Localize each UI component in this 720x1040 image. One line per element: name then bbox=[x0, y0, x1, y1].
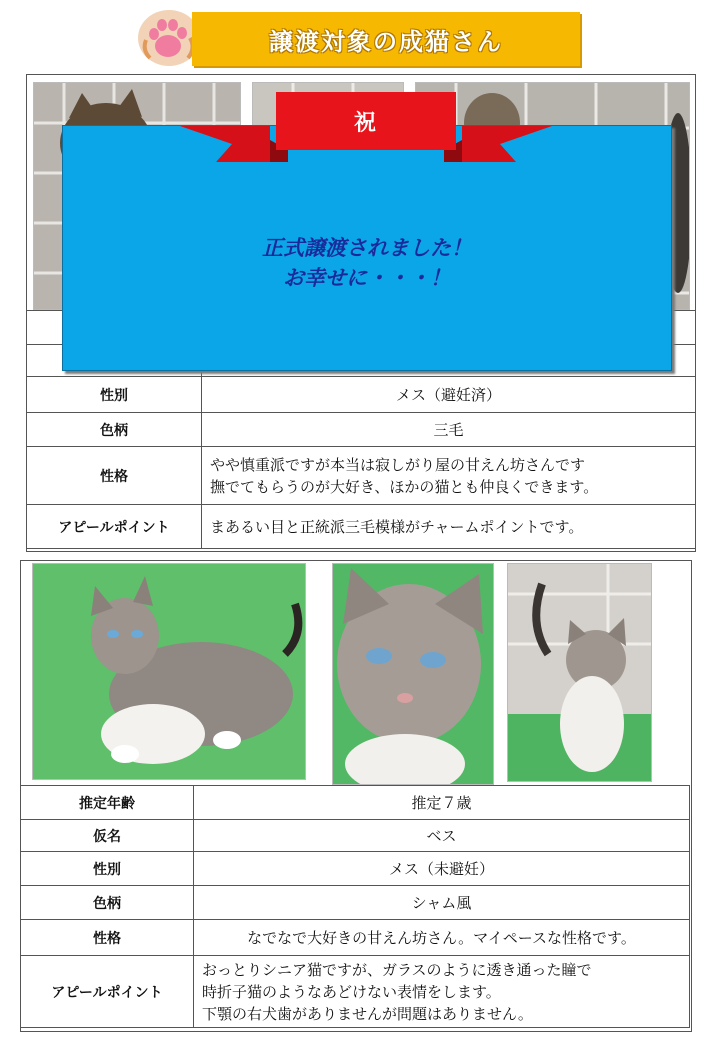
page-title: 譲渡対象の成猫さん bbox=[269, 27, 503, 56]
cat2-info-table bbox=[20, 785, 690, 1028]
cat2-label-color: 色柄 bbox=[21, 886, 194, 920]
cat2-label-appeal: アピールポイント bbox=[21, 956, 194, 1028]
paw-icon bbox=[138, 10, 200, 66]
cat1-value-personality: やや慎重派ですが本当は寂しがり屋の甘えん坊さんです 撫でてもらうのが大好き、ほかの猫とも仲良くできます。 bbox=[202, 447, 696, 505]
cat1-value-appeal: まあるい目と正統派三毛模様がチャームポイントです。 bbox=[202, 505, 696, 549]
cat2-label-name: 仮名 bbox=[21, 820, 194, 852]
adopted-message: 正式譲渡されました！ bbox=[262, 236, 472, 260]
cat1-value-color: 三毛 bbox=[202, 413, 696, 447]
cat1-label-sex: 性別 bbox=[27, 377, 202, 413]
congrats-message: お幸せに・・・！ bbox=[283, 266, 451, 290]
cat2-label-age: 推定年齢 bbox=[21, 786, 194, 820]
cat2-value-color: シャム風 bbox=[194, 886, 690, 920]
cat2-label-sex: 性別 bbox=[21, 852, 194, 886]
cat1-label-personality: 性格 bbox=[27, 447, 202, 505]
cat2-value-appeal: おっとりシニア猫ですが、ガラスのように透き通った瞳で 時折子猫のようなあどけない表情をします。 下顎の右犬歯がありませんが問題はありません。 bbox=[194, 956, 690, 1028]
cat2-label-personality: 性格 bbox=[21, 920, 194, 956]
cat2-photo-3 bbox=[507, 563, 652, 782]
cat1-label-color: 色柄 bbox=[27, 413, 202, 447]
cat2-value-name: ベス bbox=[194, 820, 690, 852]
cat1-value-sex: メス（避妊済） bbox=[202, 377, 696, 413]
cat2-photo-1 bbox=[32, 563, 306, 780]
cat1-label-appeal: アピールポイント bbox=[27, 505, 202, 549]
page-title-banner bbox=[192, 12, 580, 66]
cat2-value-sex: メス（未避妊） bbox=[194, 852, 690, 886]
cat2-photo-2 bbox=[332, 563, 494, 785]
cat2-value-personality: なでなで大好きの甘えん坊さん。マイペースな性格です。 bbox=[194, 920, 690, 956]
ribbon-label: 祝 bbox=[353, 111, 376, 136]
cat2-value-age: 推定７歳 bbox=[194, 786, 690, 820]
